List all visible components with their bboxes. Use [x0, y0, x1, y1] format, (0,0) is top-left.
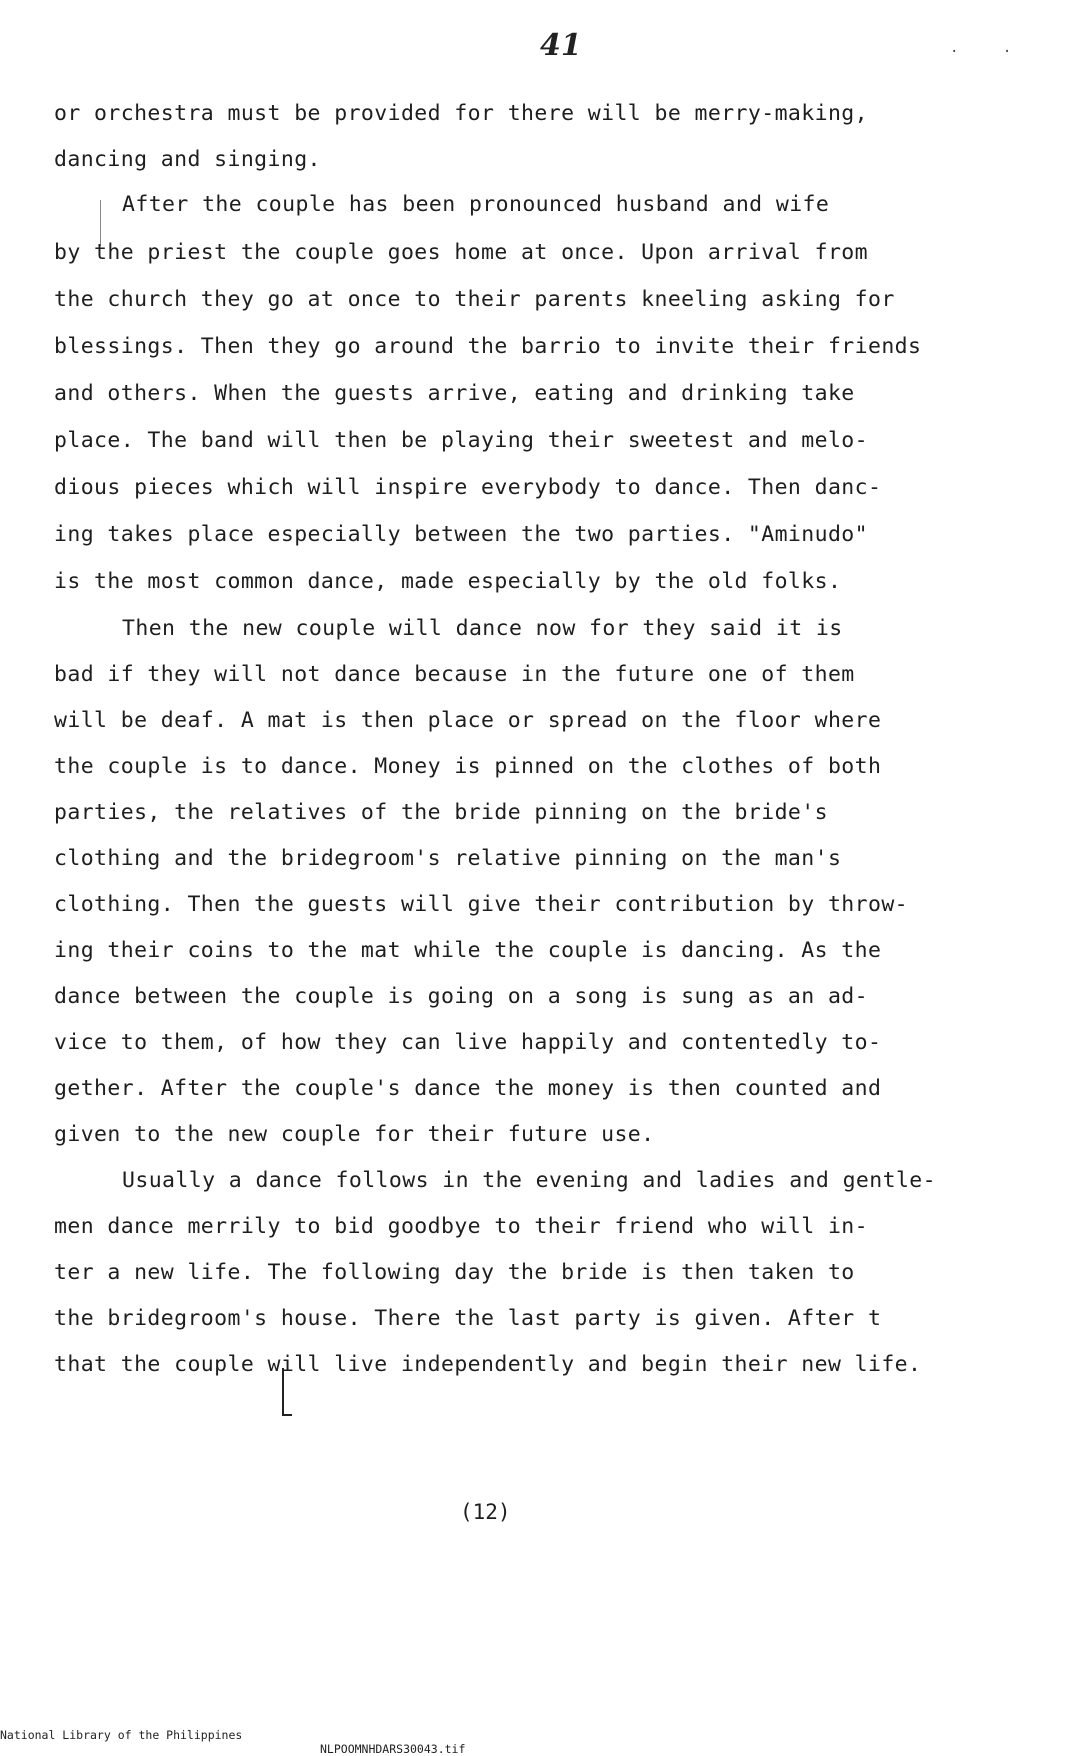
text-line: will be deaf. A mat is then place or spread on the floor where	[54, 708, 882, 733]
text-line: clothing. Then the guests will give their contribution by throw-	[54, 892, 909, 917]
typed-body	[54, 88, 1054, 1388]
text-line: clothing and the bridegroom's relative pinning on the man's	[54, 846, 842, 871]
scan-footer	[0, 1714, 466, 1756]
text-line: vice to them, of how they can live happily and contentedly to-	[54, 1030, 882, 1055]
text-line: ing their coins to the mat while the couple is dancing. As the	[54, 938, 882, 963]
text-line: parties, the relatives of the bride pinning on the bride's	[54, 800, 828, 825]
text-line: blessings. Then they go around the barrio to invite their friends	[54, 334, 922, 359]
text-line: gether. After the couple's dance the money is then counted and	[54, 1076, 882, 1101]
text-line: place. The band will then be playing their sweetest and melo-	[54, 428, 868, 453]
text-line: by the priest the couple goes home at once. Upon arrival from	[54, 240, 868, 265]
text-line: is the most common dance, made especially by the old folks.	[54, 569, 842, 594]
page-number: 41	[540, 28, 582, 63]
text-line: ter a new life. The following day the bride is then taken to	[54, 1260, 855, 1285]
text-line: Then the new couple will dance now for they said it is	[122, 616, 843, 641]
text-line: the bridegroom's house. There the last party is given. After t	[54, 1306, 882, 1331]
text-line: men dance merrily to bid goodbye to their friend who will in-	[54, 1214, 868, 1239]
text-line: given to the new couple for their future use.	[54, 1122, 655, 1147]
text-line: ing takes place especially between the two parties. "Aminudo"	[54, 522, 868, 547]
scan-specks: · ·	[950, 44, 1030, 60]
text-line: dious pieces which will inspire everybody to dance. Then danc-	[54, 475, 882, 500]
footer-library: National Library of the Philippines	[0, 1728, 243, 1742]
text-line: the couple is to dance. Money is pinned on the clothes of both	[54, 754, 882, 779]
sheet-number: (12)	[460, 1500, 511, 1524]
text-line: dancing and singing.	[54, 147, 321, 172]
handwritten-bracket-mark	[282, 1368, 292, 1416]
text-line: or orchestra must be provided for there will be merry-making,	[54, 101, 868, 126]
text-line: dance between the couple is going on a song is sung as an ad-	[54, 984, 868, 1009]
text-line: that the couple will live independently and begin their new life.	[54, 1352, 922, 1377]
text-line: and others. When the guests arrive, eating and drinking take	[54, 381, 855, 406]
text-line: Usually a dance follows in the evening and ladies and gentle-	[122, 1168, 936, 1193]
text-line: the church they go at once to their parents kneeling asking for	[54, 287, 895, 312]
footer-file: NLPOOMNHDARS30043.tif	[320, 1742, 466, 1756]
text-line: After the couple has been pronounced husband and wife	[122, 192, 830, 217]
text-line: bad if they will not dance because in the future one of them	[54, 662, 855, 687]
